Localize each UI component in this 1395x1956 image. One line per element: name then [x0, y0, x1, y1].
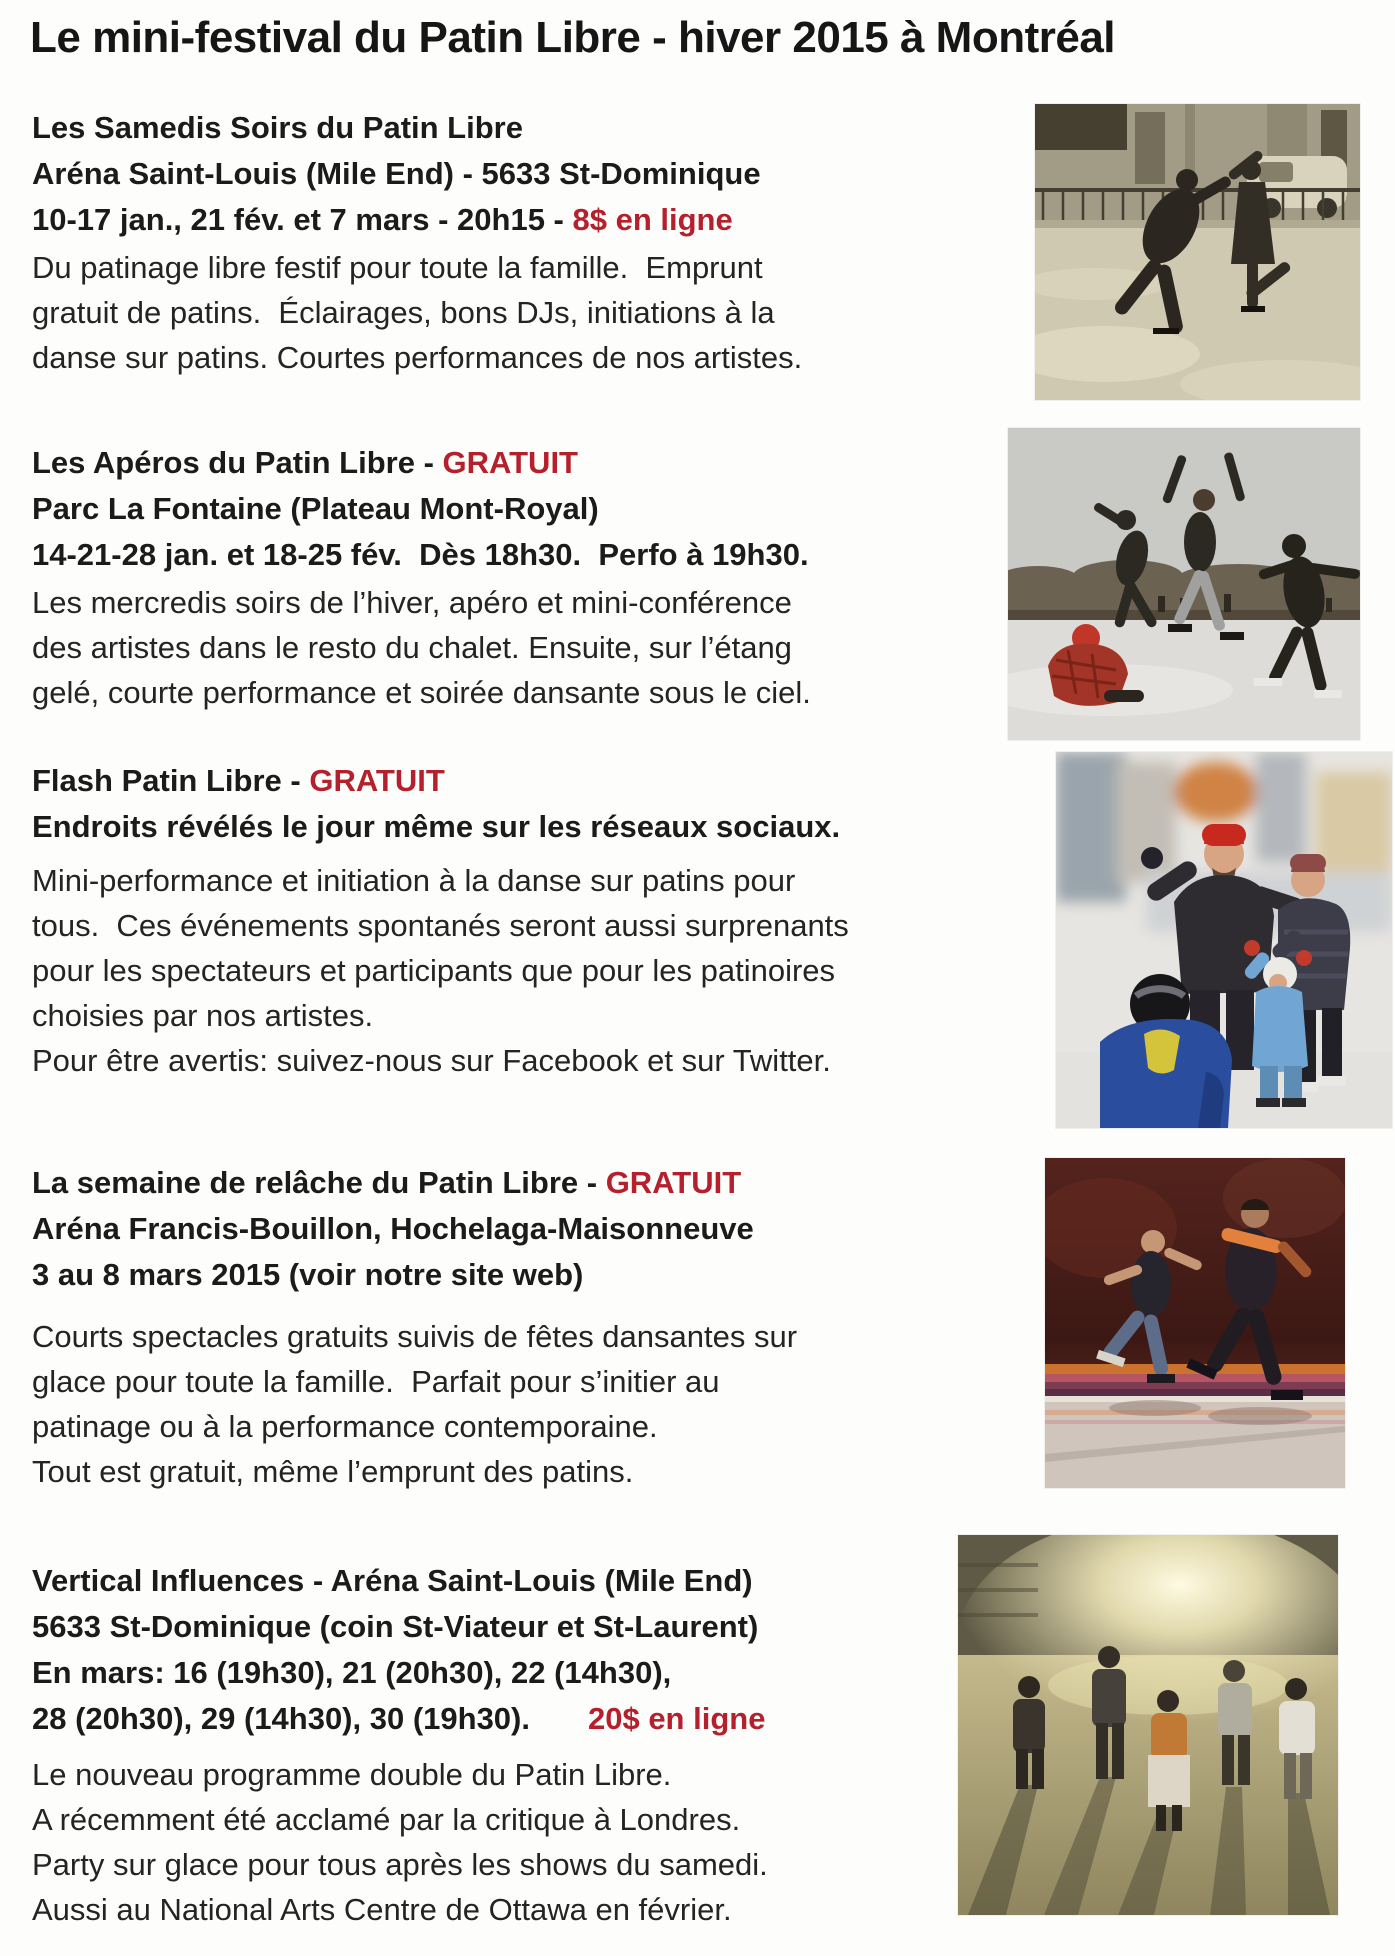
section-body: [32, 1314, 797, 1494]
section-samedis-soirs: [32, 105, 802, 380]
body-line: glace pour toute la famille. Parfait pour s’initier au: [32, 1364, 720, 1399]
body-line: A récemment été acclamé par la critique à Londres.: [32, 1802, 741, 1837]
heading-line: Endroits révélés le jour même sur les réseaux sociaux.: [32, 809, 841, 844]
body-line: Pour être avertis: suivez-nous sur Facebook et sur Twitter.: [32, 1043, 831, 1078]
section-body: [32, 245, 802, 380]
body-line: patinage ou à la performance contemporaine.: [32, 1409, 658, 1444]
heading-line: 3 au 8 mars 2015 (voir notre site web): [32, 1257, 584, 1292]
heading-line: [32, 1160, 797, 1206]
page-title: Le mini-festival du Patin Libre - hiver 2015 à Montréal: [30, 13, 1116, 62]
heading-line: Aréna Francis-Bouillon, Hochelaga-Maisonneuve: [32, 1211, 754, 1246]
heading-text: 28 (20h30), 29 (14h30), 30 (19h30).: [32, 1701, 530, 1736]
price-highlight: 20$ en ligne: [587, 1701, 766, 1736]
price-highlight: 8$ en ligne: [572, 202, 733, 237]
section-body: [32, 858, 849, 1083]
body-line: Aussi au National Arts Centre de Ottawa en février.: [32, 1892, 732, 1927]
heading-text: Les Apéros du Patin Libre -: [32, 445, 443, 480]
body-line: Tout est gratuit, même l’emprunt des patins.: [32, 1454, 634, 1489]
heading-line: 5633 St-Dominique (coin St-Viateur et St-Laurent): [32, 1609, 759, 1644]
body-line: Du patinage libre festif pour toute la famille. Emprunt: [32, 250, 763, 285]
body-line: des artistes dans le resto du chalet. Ensuite, sur l’étang: [32, 630, 792, 665]
heading-line: Les Samedis Soirs du Patin Libre: [32, 110, 523, 145]
body-line: choisies par nos artistes.: [32, 998, 374, 1033]
body-line: tous. Ces événements spontanés seront aussi surprenants: [32, 908, 849, 943]
body-line: pour les spectateurs et participants que pour les patinoires: [32, 953, 836, 988]
gratuit-highlight: GRATUIT: [442, 445, 578, 480]
gratuit-highlight: GRATUIT: [605, 1165, 742, 1200]
body-line: Les mercredis soirs de l’hiver, apéro et mini-conférence: [32, 585, 792, 620]
section-body: [32, 580, 811, 715]
heading-line: Aréna Saint-Louis (Mile End) - 5633 St-Dominique: [32, 156, 761, 191]
heading-line: Vertical Influences - Aréna Saint-Louis (Mile End): [32, 1563, 753, 1598]
body-line: Mini-performance et initiation à la danse sur patins pour: [32, 863, 796, 898]
body-line: danse sur patins. Courtes performances de nos artistes.: [32, 340, 803, 375]
body-line: Le nouveau programme double du Patin Libre.: [32, 1757, 672, 1792]
photo-vintage-couple-skating: [1035, 104, 1360, 400]
heading-line: [32, 440, 811, 486]
section-body: [32, 1752, 768, 1932]
body-line: Party sur glace pour tous après les shows du samedi.: [32, 1847, 768, 1882]
heading-line: Parc La Fontaine (Plateau Mont-Royal): [32, 491, 599, 526]
photo-night-show-skaters: [1045, 1158, 1345, 1488]
body-line: gelé, courte performance et soirée dansante sous le ciel.: [32, 675, 811, 710]
section-vertical-influences: [32, 1558, 768, 1932]
photo-backlit-group: [958, 1535, 1338, 1915]
heading-text: 10-17 jan., 21 fév. et 7 mars - 20h15 -: [32, 202, 573, 237]
heading-line: En mars: 16 (19h30), 21 (20h30), 22 (14h30),: [32, 1655, 672, 1690]
heading-text: Flash Patin Libre -: [32, 763, 310, 798]
body-line: gratuit de patins. Éclairages, bons DJs, initiations à la: [32, 295, 775, 330]
photo-pond-jumpers: [1008, 428, 1360, 740]
body-line: Courts spectacles gratuits suivis de fêtes dansantes sur: [32, 1319, 798, 1354]
section-aperos: [32, 440, 811, 715]
heading-line: [32, 758, 849, 804]
section-semaine-de-relache: [32, 1160, 797, 1494]
heading-line: 14-21-28 jan. et 18-25 fév. Dès 18h30. Perfo à 19h30.: [32, 537, 809, 572]
section-flash-patin-libre: [32, 758, 849, 1083]
heading-line: [32, 197, 802, 243]
gratuit-highlight: GRATUIT: [309, 763, 445, 798]
photo-family-rink: [1056, 752, 1392, 1128]
heading-text: La semaine de relâche du Patin Libre -: [32, 1165, 606, 1200]
heading-line: [32, 1696, 768, 1742]
